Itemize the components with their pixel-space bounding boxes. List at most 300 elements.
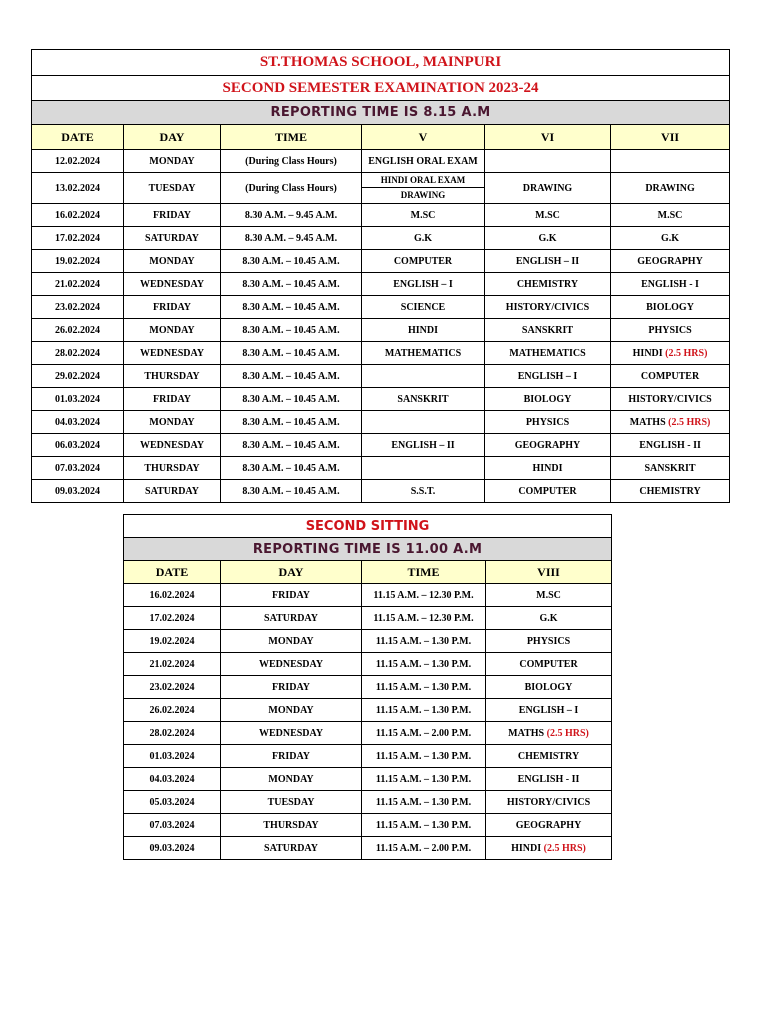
day-cell [124, 273, 221, 296]
class-v-cell-text: HINDI [407, 324, 438, 336]
date-cell [124, 837, 221, 860]
date-cell [32, 457, 124, 480]
reporting-time-second: REPORTING TIME IS 11.00 A.M [124, 538, 612, 561]
day-cell [221, 584, 362, 607]
class-vi-cell-text: SANSKRIT [521, 324, 574, 336]
date-cell-text: 13.02.2024 [55, 182, 100, 194]
time-cell [221, 296, 362, 319]
time-cell [362, 584, 486, 607]
day-cell-text: MONDAY [268, 635, 314, 647]
class-v-cell-text: ENGLISH – I [393, 278, 453, 290]
class-vii-cell [611, 150, 730, 173]
day-cell [124, 150, 221, 173]
class-v-cell-text: ENGLISH – II [391, 439, 455, 451]
date-cell-text: 05.03.2024 [149, 796, 195, 808]
class-v-cell [362, 342, 485, 365]
time-cell-text: 11.15 A.M. – 12.30 P.M. [373, 612, 474, 624]
col-header-time: TIME [362, 561, 486, 584]
class-viii-cell [486, 791, 612, 814]
time-cell [362, 676, 486, 699]
table-row [124, 699, 612, 722]
time-cell-text: 11.15 A.M. – 1.30 P.M. [375, 681, 472, 693]
day-cell [221, 607, 362, 630]
time-cell [362, 837, 486, 860]
time-cell-text: 8.30 A.M. – 10.45 A.M. [242, 462, 340, 474]
time-cell-text: 11.15 A.M. – 1.30 P.M. [375, 750, 472, 762]
class-vii-cell [611, 411, 730, 434]
class-vi-cell-text: GEOGRAPHY [514, 439, 581, 451]
day-cell-text: WEDNESDAY [258, 658, 324, 670]
class-vi-cell-text: MATHEMATICS [509, 347, 586, 359]
date-cell [124, 676, 221, 699]
class-vi-cell [485, 150, 611, 173]
class-v-cell-text: ENGLISH ORAL EXAM [368, 155, 478, 167]
date-cell-text: 19.02.2024 [149, 635, 195, 647]
class-v-cell-text: S.S.T. [410, 485, 436, 497]
day-cell [221, 837, 362, 860]
time-cell-text: 8.30 A.M. – 10.45 A.M. [242, 393, 340, 405]
table-row [32, 365, 730, 388]
day-cell [221, 699, 362, 722]
date-cell [32, 250, 124, 273]
date-cell [32, 319, 124, 342]
table-row [124, 607, 612, 630]
day-cell [124, 388, 221, 411]
time-cell [221, 411, 362, 434]
day-cell-text: FRIDAY [153, 301, 191, 313]
class-vi-cell [485, 173, 611, 204]
class-vi-cell [485, 273, 611, 296]
date-cell [124, 768, 221, 791]
day-cell-text: MONDAY [149, 255, 195, 267]
table-row [124, 653, 612, 676]
class-vii-cell [611, 273, 730, 296]
table-row [32, 204, 730, 227]
date-cell-text: 04.03.2024 [55, 416, 100, 428]
class-vi-cell-text: COMPUTER [518, 485, 577, 497]
table1-header-row [32, 125, 730, 150]
time-cell-text: 8.30 A.M. – 10.45 A.M. [242, 301, 340, 313]
class-viii-cell [486, 584, 612, 607]
class-v-cell-text: COMPUTER [393, 255, 453, 267]
date-cell-text: 09.03.2024 [55, 485, 100, 497]
time-cell [221, 173, 362, 204]
class-vi-cell [485, 204, 611, 227]
day-cell-text: FRIDAY [272, 589, 310, 601]
date-cell-text: 23.02.2024 [149, 681, 195, 693]
time-cell [221, 365, 362, 388]
day-cell-text: WEDNESDAY [258, 727, 324, 739]
class-vi-cell-text: ENGLISH – II [515, 255, 580, 267]
class-vi-cell-text: HINDI [532, 462, 563, 474]
table-row [32, 296, 730, 319]
time-cell [362, 630, 486, 653]
time-cell [221, 150, 362, 173]
date-cell [32, 411, 124, 434]
time-cell [362, 745, 486, 768]
day-cell-text: WEDNESDAY [139, 439, 205, 451]
date-cell [124, 607, 221, 630]
class-viii-cell-text: M.SC [536, 589, 561, 601]
table-row [32, 411, 730, 434]
class-v-cell [362, 173, 485, 204]
class-vii-cell-text: BIOLOGY [646, 301, 694, 313]
time-cell [362, 699, 486, 722]
class-viii-cell-text: G.K [539, 612, 558, 624]
class-vi-cell [485, 319, 611, 342]
day-cell [221, 653, 362, 676]
class-vii-cell [611, 204, 730, 227]
class-vi-cell [485, 342, 611, 365]
day-cell-text: MONDAY [149, 416, 195, 428]
duration-note: (2.5 HRS) [543, 842, 586, 854]
day-cell [221, 630, 362, 653]
day-cell [124, 411, 221, 434]
class-viii-cell-text: PHYSICS [526, 635, 571, 647]
class-viii-cell [486, 768, 612, 791]
day-cell [124, 365, 221, 388]
time-cell [221, 388, 362, 411]
class-vii-cell [611, 319, 730, 342]
date-cell-text: 26.02.2024 [149, 704, 195, 716]
day-cell [221, 745, 362, 768]
class-vii-cell-text: PHYSICS [648, 324, 692, 336]
date-cell [32, 480, 124, 503]
class-viii-cell-text: MATHS [508, 727, 545, 739]
class-v-cell [362, 273, 485, 296]
table-row [32, 250, 730, 273]
day-cell-text: TUESDAY [267, 796, 315, 808]
class-vii-cell-text: ENGLISH - II [639, 439, 701, 451]
date-cell [32, 296, 124, 319]
table-row [124, 814, 612, 837]
class-viii-cell-text: ENGLISH - II [517, 773, 580, 785]
time-cell-text: 8.30 A.M. – 10.45 A.M. [242, 255, 340, 267]
class-vi-cell-text: G.K [538, 232, 557, 244]
class-vii-cell-text: CHEMISTRY [639, 485, 701, 497]
class-v-cell [362, 457, 485, 480]
class-viii-cell [486, 837, 612, 860]
table-row [124, 837, 612, 860]
class-v-cell-text: MATHEMATICS [384, 347, 462, 359]
class-viii-cell [486, 676, 612, 699]
class-vi-cell [485, 411, 611, 434]
day-cell-text: FRIDAY [153, 209, 191, 221]
date-cell-text: 07.03.2024 [149, 819, 195, 831]
time-cell [221, 227, 362, 250]
class-vi-cell [485, 388, 611, 411]
day-cell-text: WEDNESDAY [139, 347, 205, 359]
class-vi-cell [485, 227, 611, 250]
day-cell-text: MONDAY [268, 773, 314, 785]
date-cell-text: 06.03.2024 [55, 439, 100, 451]
class-viii-cell-text: CHEMISTRY [517, 750, 580, 762]
time-cell-text: 8.30 A.M. – 10.45 A.M. [242, 439, 340, 451]
table-row [124, 722, 612, 745]
date-cell-text: 26.02.2024 [55, 324, 100, 336]
class-vi-cell [485, 434, 611, 457]
class-vi-cell [485, 296, 611, 319]
col-header-day: DAY [221, 561, 362, 584]
day-cell [221, 814, 362, 837]
class-v-cell [362, 411, 485, 434]
day-cell-text: FRIDAY [272, 681, 310, 693]
col-header-day: DAY [124, 125, 221, 150]
date-cell-text: 28.02.2024 [55, 347, 100, 359]
class-vii-cell-text: HINDI [632, 347, 663, 359]
time-cell [221, 480, 362, 503]
date-cell-text: 29.02.2024 [55, 370, 100, 382]
date-cell-text: 17.02.2024 [149, 612, 195, 624]
table-row [32, 388, 730, 411]
second-sitting-table [123, 514, 612, 860]
day-cell-text: THURSDAY [144, 370, 200, 382]
time-cell-text: 8.30 A.M. – 10.45 A.M. [242, 416, 340, 428]
time-cell-text: 8.30 A.M. – 10.45 A.M. [242, 278, 340, 290]
class-vi-cell-text: ENGLISH – I [517, 370, 578, 382]
class-viii-cell [486, 607, 612, 630]
col-header-vi: VI [485, 125, 611, 150]
class-vii-cell [611, 388, 730, 411]
time-cell-text: 11.15 A.M. – 12.30 P.M. [373, 589, 474, 601]
date-cell [32, 273, 124, 296]
duration-note: (2.5 HRS) [546, 727, 589, 739]
table-row [32, 227, 730, 250]
time-cell-text: 11.15 A.M. – 1.30 P.M. [375, 635, 472, 647]
day-cell-text: THURSDAY [263, 819, 319, 831]
class-viii-cell [486, 653, 612, 676]
class-v-cell [362, 388, 485, 411]
class-viii-cell-text: BIOLOGY [524, 681, 573, 693]
date-cell [32, 150, 124, 173]
day-cell-text: THURSDAY [144, 462, 200, 474]
time-cell-text: 8.30 A.M. – 9.45 A.M. [244, 209, 338, 221]
day-cell-text: WEDNESDAY [139, 278, 205, 290]
class-viii-cell-text: HINDI [511, 842, 542, 854]
class-vi-cell-text: HISTORY/CIVICS [505, 301, 590, 313]
time-cell-text: (During Class Hours) [245, 155, 337, 167]
table-row [124, 584, 612, 607]
class-vii-cell [611, 250, 730, 273]
date-cell-text: 01.03.2024 [149, 750, 195, 762]
class-vi-cell [485, 480, 611, 503]
duration-note: (2.5 HRS) [665, 347, 708, 359]
day-cell [124, 227, 221, 250]
day-cell [221, 791, 362, 814]
time-cell [221, 457, 362, 480]
school-name: ST.THOMAS SCHOOL, MAINPURI [32, 50, 730, 76]
class-vii-cell [611, 227, 730, 250]
class-viii-cell [486, 722, 612, 745]
col-header-time: TIME [221, 125, 362, 150]
date-cell-text: 01.03.2024 [55, 393, 100, 405]
day-cell-text: MONDAY [149, 324, 195, 336]
class-v-cell [362, 365, 485, 388]
day-cell [124, 204, 221, 227]
date-cell-text: 28.02.2024 [149, 727, 195, 739]
time-cell-text: 11.15 A.M. – 1.30 P.M. [375, 658, 472, 670]
table-row [124, 791, 612, 814]
table-row [32, 273, 730, 296]
date-cell-text: 21.02.2024 [55, 278, 100, 290]
class-v-cell-text: M.SC [410, 209, 436, 221]
date-cell-text: 23.02.2024 [55, 301, 100, 313]
table-row [124, 745, 612, 768]
table1-body [32, 150, 730, 503]
class-vii-cell [611, 480, 730, 503]
time-cell [221, 273, 362, 296]
class-v-cell [362, 319, 485, 342]
day-cell-text: TUESDAY [148, 182, 196, 194]
date-cell [32, 204, 124, 227]
date-cell [124, 814, 221, 837]
table2-header-row [124, 561, 612, 584]
class-vi-cell-text: PHYSICS [525, 416, 570, 428]
day-cell-text: MONDAY [149, 155, 195, 167]
date-cell [32, 434, 124, 457]
date-cell-text: 16.02.2024 [55, 209, 100, 221]
date-cell [124, 745, 221, 768]
time-cell [362, 768, 486, 791]
date-cell-text: 07.03.2024 [55, 462, 100, 474]
time-cell [362, 722, 486, 745]
class-vii-cell [611, 296, 730, 319]
class-vii-cell [611, 434, 730, 457]
day-cell-text: SATURDAY [264, 612, 318, 624]
class-v-cell-text: SCIENCE [400, 301, 446, 313]
col-header-viii: VIII [486, 561, 612, 584]
table-row [32, 150, 730, 173]
day-cell-text: SATURDAY [145, 485, 199, 497]
date-cell-text: 16.02.2024 [149, 589, 195, 601]
time-cell-text: 8.30 A.M. – 10.45 A.M. [242, 485, 340, 497]
table-row [124, 768, 612, 791]
class-vii-cell-text: SANSKRIT [644, 462, 696, 474]
date-cell-text: 19.02.2024 [55, 255, 100, 267]
class-vii-cell-text: GEOGRAPHY [637, 255, 703, 267]
time-cell-text: 8.30 A.M. – 10.45 A.M. [242, 370, 340, 382]
time-cell [221, 204, 362, 227]
date-cell [124, 630, 221, 653]
class-v-cell [362, 480, 485, 503]
class-viii-cell [486, 699, 612, 722]
class-v-subject-2: DRAWING [400, 190, 446, 200]
time-cell-text: 11.15 A.M. – 1.30 P.M. [375, 819, 472, 831]
date-cell-text: 04.03.2024 [149, 773, 195, 785]
time-cell-text: (During Class Hours) [245, 182, 337, 194]
table-row [32, 342, 730, 365]
class-vii-cell-text: DRAWING [645, 182, 695, 194]
date-cell-text: 21.02.2024 [149, 658, 195, 670]
class-vi-cell [485, 250, 611, 273]
class-vii-cell-text: COMPUTER [640, 370, 700, 382]
class-vii-cell-text: ENGLISH - I [641, 278, 699, 290]
day-cell [221, 768, 362, 791]
table2-body [124, 584, 612, 860]
class-v-cell [362, 434, 485, 457]
table-row [32, 480, 730, 503]
class-vii-cell [611, 457, 730, 480]
class-vii-cell [611, 365, 730, 388]
class-viii-cell [486, 630, 612, 653]
date-cell-text: 17.02.2024 [55, 232, 100, 244]
table-row [32, 319, 730, 342]
class-v-cell [362, 227, 485, 250]
class-viii-cell-text: ENGLISH – I [518, 704, 579, 716]
reporting-time-first: REPORTING TIME IS 8.15 A.M [32, 101, 730, 125]
date-cell [32, 342, 124, 365]
class-v-cell [362, 150, 485, 173]
class-v-cell [362, 250, 485, 273]
day-cell [124, 173, 221, 204]
time-cell [362, 791, 486, 814]
second-sitting-title: SECOND SITTING [124, 515, 612, 538]
day-cell [124, 342, 221, 365]
col-header-v: V [362, 125, 485, 150]
date-cell-text: 12.02.2024 [55, 155, 100, 167]
day-cell-text: FRIDAY [272, 750, 310, 762]
time-cell-text: 8.30 A.M. – 10.45 A.M. [242, 324, 340, 336]
class-vii-cell-text: HISTORY/CIVICS [628, 393, 712, 405]
class-viii-cell [486, 745, 612, 768]
class-vi-cell-text: M.SC [535, 209, 560, 221]
time-cell-text: 11.15 A.M. – 1.30 P.M. [375, 773, 472, 785]
time-cell-text: 8.30 A.M. – 9.45 A.M. [244, 232, 338, 244]
day-cell [124, 319, 221, 342]
class-vii-cell [611, 173, 730, 204]
day-cell-text: MONDAY [268, 704, 314, 716]
time-cell-text: 11.15 A.M. – 1.30 P.M. [375, 704, 472, 716]
time-cell-text: 11.15 A.M. – 2.00 P.M. [375, 727, 472, 739]
table-row [32, 173, 730, 204]
date-cell [32, 365, 124, 388]
col-header-date: DATE [124, 561, 221, 584]
class-v-cell-text: G.K [413, 232, 433, 244]
date-cell [32, 388, 124, 411]
class-vi-cell-text: CHEMISTRY [516, 278, 579, 290]
class-vii-cell [611, 342, 730, 365]
date-cell [124, 699, 221, 722]
date-cell-text: 09.03.2024 [149, 842, 195, 854]
class-v-subject-1: HINDI ORAL EXAM [362, 173, 484, 188]
class-vii-cell-text: M.SC [657, 209, 683, 221]
time-cell [362, 607, 486, 630]
date-cell [32, 173, 124, 204]
day-cell [221, 676, 362, 699]
time-cell [362, 653, 486, 676]
table-row [32, 457, 730, 480]
time-cell-text: 11.15 A.M. – 1.30 P.M. [375, 796, 472, 808]
day-cell [124, 296, 221, 319]
time-cell [362, 814, 486, 837]
class-viii-cell [486, 814, 612, 837]
class-v-cell-text: SANSKRIT [397, 393, 449, 405]
class-vii-cell-text: MATHS [629, 416, 666, 428]
time-cell-text: 11.15 A.M. – 2.00 P.M. [375, 842, 472, 854]
class-v-cell [362, 204, 485, 227]
time-cell-text: 8.30 A.M. – 10.45 A.M. [242, 347, 340, 359]
day-cell [124, 434, 221, 457]
class-viii-cell-text: HISTORY/CIVICS [506, 796, 591, 808]
day-cell [221, 722, 362, 745]
first-sitting-table [31, 49, 730, 503]
date-cell [124, 722, 221, 745]
time-cell [221, 342, 362, 365]
time-cell [221, 250, 362, 273]
class-v-cell [362, 296, 485, 319]
day-cell-text: FRIDAY [153, 393, 191, 405]
table-row [124, 630, 612, 653]
